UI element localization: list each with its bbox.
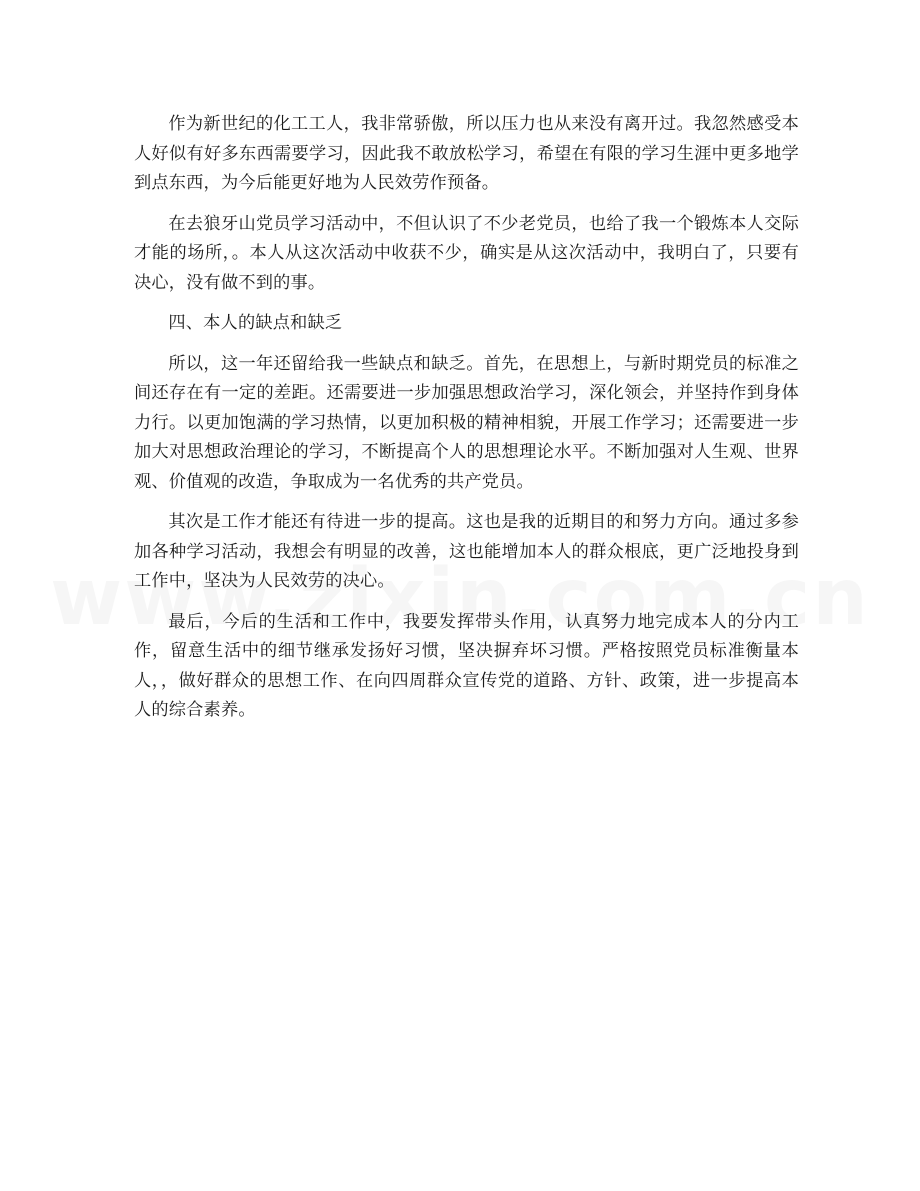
paragraph-shortcomings: 所以，这一年还留给我一些缺点和缺乏。首先，在思想上，与新时期党员的标准之间还存在有一定的差距。还需要进一步加强思想政治学习，深化领会，并坚持作到身体力行。以更加饱满的学习热情，以更加积极的精神相貌，开展工作学习；还需要进一步加大对思想政治理论的学习，不断提高个人的思想理论水平。不断加强对人生观、世界观、价值观的改造，争取成为一名优秀的共产党员。 [134,353,799,492]
document-body [134,110,799,737]
paragraph-work-ability: 其次是工作才能还有待进一步的提高。这也是我的近期目的和努力方向。通过多参加各种学习活动，我想会有明显的改善，这也能增加本人的群众根底，更广泛地投身到工作中，坚决为人民效劳的决心。 [134,512,799,591]
paragraph-pride: 作为新世纪的化工工人，我非常骄傲，所以压力也从来没有离开过。我忽然感受本人好似有好多东西需要学习，因此我不敢放松学习，希望在有限的学习生涯中更多地学到点东西，为今后能更好地为人民效劳作预备。 [134,114,799,193]
section-heading-shortcomings: 四、本人的缺点和缺乏 [168,313,343,333]
paragraph-future-plans: 最后，今后的生活和工作中，我要发挥带头作用，认真努力地完成本人的分内工作，留意生活中的细节继承发扬好习惯，坚决摒弃坏习惯。严格按照党员标准衡量本人，，做好群众的思想工作、在向四周群众宣传党的道路、方针、政策，进一步提高本人的综合素养。 [134,611,799,720]
paragraph-langyashan-activity: 在去狼牙山党员学习活动中，不但认识了不少老党员，也给了我一个锻炼本人交际才能的场所，。本人从这次活动中收获不少，确实是从这次活动中，我明白了，只要有决心，没有做不到的事。 [134,213,799,293]
